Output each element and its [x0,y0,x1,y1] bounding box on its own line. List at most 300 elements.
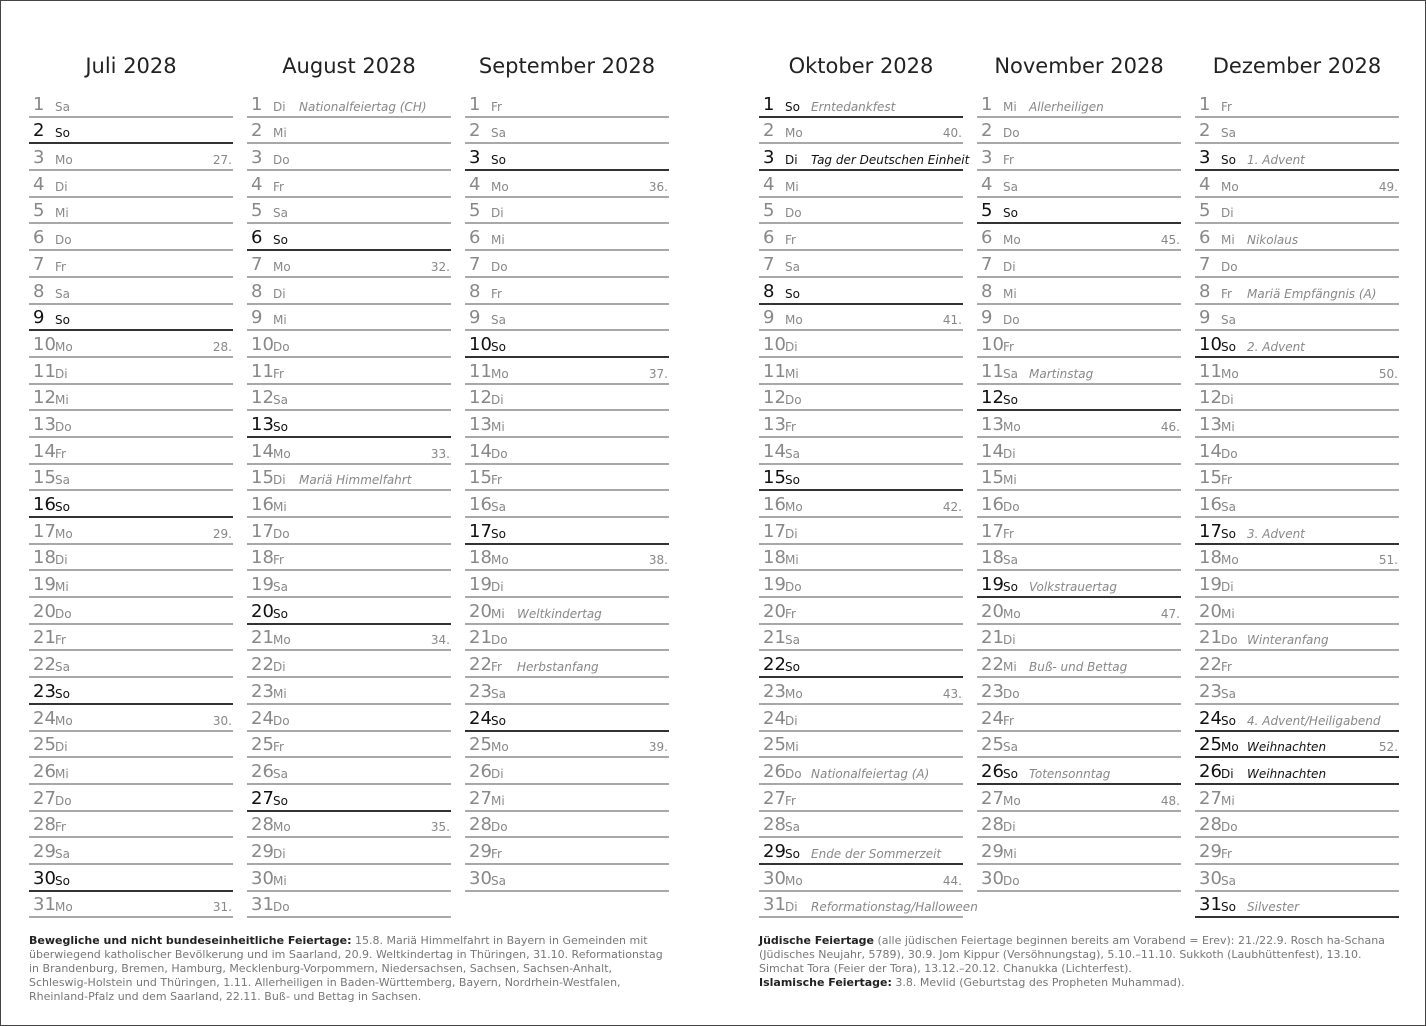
day-row [465,571,669,598]
weekday-label: So [1003,393,1018,408]
weekday-label: Fr [491,473,502,488]
day-row [247,118,451,145]
day-row [29,705,233,732]
holiday-label: Nationalfeiertag (A) [811,766,930,781]
day-number: 19 [981,574,1004,596]
day-row [465,385,669,412]
weekday-label: Do [273,526,290,541]
day-row [465,305,669,332]
day-number: 3 [33,147,45,169]
day-row [977,198,1181,225]
weekday-label: Di [491,206,504,221]
weekday-label: Sa [1221,686,1236,701]
weekday-label: Do [1221,259,1238,274]
week-number: 39. [648,740,668,755]
day-row [247,144,451,171]
day-row [29,278,233,305]
weekday-label: So [785,286,800,301]
weekday-label: Mo [1221,740,1239,755]
day-number: 23 [469,680,492,702]
day-row [1195,838,1399,865]
day-number: 3 [1199,147,1211,169]
holiday-label: Silvester [1247,900,1300,915]
weekday-label: Do [55,233,72,248]
day-row [977,812,1181,839]
day-number: 12 [981,387,1004,409]
day-row [1195,678,1399,705]
day-row [977,571,1181,598]
day-row [465,411,669,438]
weekday-label: Sa [1003,553,1018,568]
weekday-label: Do [1221,633,1238,648]
weekday-label: Fr [55,446,66,461]
weekday-label: Sa [273,580,288,595]
day-number: 6 [763,227,775,249]
day-number: 18 [981,547,1004,569]
day-number: 5 [763,200,775,222]
holiday-label: 1. Advent [1247,153,1305,168]
day-row [1195,465,1399,492]
day-number: 8 [981,280,993,302]
day-row [759,278,963,305]
day-row [977,331,1181,358]
day-row [759,251,963,278]
weekday-label: Sa [55,286,70,301]
day-number: 3 [981,147,993,169]
day-row [247,198,451,225]
weekday-label: Mi [1003,473,1017,488]
weekday-label: Do [1003,500,1020,514]
weekday-label: Mo [491,740,509,755]
day-row [1195,251,1399,278]
day-number: 17 [33,520,56,542]
weekday-label: Fr [1003,339,1014,354]
weekday-label: Di [273,286,286,301]
holiday-label: Erntedankfest [811,99,896,114]
day-row [977,224,1181,251]
weekday-label: Mi [785,179,799,194]
day-number: 27 [469,787,492,809]
day-number: 13 [469,413,492,435]
holiday-label: Reformationstag/Halloween [811,900,978,915]
day-row [759,732,963,759]
day-row [977,491,1181,518]
day-row [759,224,963,251]
day-number: 5 [469,200,481,222]
weekday-label: Sa [1221,313,1236,328]
weekday-label: So [491,153,506,168]
weekday-label: Di [785,339,798,354]
week-number: 42. [942,500,962,514]
day-row [247,331,451,358]
day-row [1195,278,1399,305]
day-row [247,358,451,385]
weekday-label: Sa [55,473,70,488]
day-row [29,118,233,145]
weekday-label: Mi [55,393,69,408]
day-row [247,571,451,598]
day-list [29,91,233,918]
day-number: 26 [33,760,56,782]
day-row [977,438,1181,465]
weekday-label: Mo [273,446,291,461]
holiday-label: Nikolaus [1247,233,1299,248]
month-column [977,51,1181,918]
weekday-label: Do [1003,313,1020,328]
weekday-label: Mi [491,793,505,808]
day-row [977,358,1181,385]
weekday-label: Sa [1003,740,1018,755]
holiday-label: Martinstag [1029,366,1094,381]
weekday-label: Do [1003,126,1020,141]
weekday-label: Fr [1003,713,1014,728]
day-row [29,411,233,438]
day-row [1195,651,1399,678]
day-row [29,224,233,251]
weekday-label: So [491,713,506,728]
day-row [759,118,963,145]
weekday-label: Di [1003,259,1016,274]
weekday-label: Sa [273,393,288,408]
week-number: 46. [1160,419,1180,434]
day-number: 28 [763,814,786,836]
day-number: 15 [33,467,56,489]
day-number: 7 [763,253,775,275]
day-row [759,358,963,385]
day-number: 1 [33,93,45,115]
footnote-left-text: 15.8. Mariä Himmelfahrt in Bayern in Gemeinden mit überwiegend katholischer Bevölkerung und im Saarland, 20.9. Weltkindertag in Thüringen, 31.10. Reformationstag in Brandenburg, Bremen, Hamburg, Mecklenburg-Vorpommern, Niedersachsen, Sachsen, Sachsen-Anhalt, Schleswig-Holstein und Thüringen, 1.11. Allerheiligen in Baden-Württemberg, Bayern, Nordrhein-Westfalen, Rheinland-Pfalz und dem Saarland, 22.11. Buß- und Bettag in Sachsen. [29,934,663,1003]
weekday-label: Mi [55,206,69,221]
day-number: 14 [251,440,274,462]
day-number: 1 [763,93,775,115]
day-row [465,812,669,839]
weekday-label: Fr [491,846,502,861]
day-row [977,651,1181,678]
weekday-label: Fr [785,419,796,434]
day-row [29,171,233,198]
holiday-label: Herbstanfang [517,660,599,675]
month-title: August 2028 [282,54,416,78]
day-row [1195,892,1399,919]
weekday-label: Mo [1003,419,1021,434]
day-number: 5 [33,200,45,222]
day-number: 19 [33,574,56,596]
weekday-label: Do [491,820,508,835]
weekday-label: Sa [785,633,800,648]
day-number: 4 [763,173,775,195]
weekday-label: Do [55,419,72,434]
day-number: 3 [763,147,775,169]
day-number: 24 [981,707,1004,729]
day-number: 20 [763,600,786,622]
day-number: 24 [763,707,786,729]
day-row [247,438,451,465]
week-number: 52. [1378,740,1398,755]
weekday-label: Di [273,846,286,861]
day-number: 9 [33,307,45,329]
day-row [465,224,669,251]
weekday-label: Di [1221,580,1234,595]
weekday-label: Fr [1221,846,1232,861]
day-row [29,758,233,785]
day-row [29,892,233,919]
day-row [1195,812,1399,839]
weekday-label: Mo [273,820,291,835]
day-number: 12 [1199,387,1222,409]
week-number: 43. [942,686,962,701]
weekday-label: Di [55,553,68,568]
weekday-label: Do [1003,686,1020,701]
day-list [1195,91,1399,918]
day-row [29,305,233,332]
day-number: 25 [33,734,56,756]
day-row [465,491,669,518]
weekday-label: Di [1003,820,1016,835]
weekday-label: Mo [55,526,73,541]
day-row [29,198,233,225]
weekday-label: So [55,686,70,701]
month-column [465,51,669,918]
weekday-label: Mo [491,179,509,194]
weekday-label: So [785,660,800,675]
day-row [247,865,451,892]
weekday-label: So [491,339,506,354]
day-row [29,331,233,358]
day-row [977,118,1181,145]
weekday-label: Mo [55,153,73,168]
day-row [977,251,1181,278]
day-row [759,625,963,652]
day-row [977,144,1181,171]
holiday-label: Weltkindertag [517,606,602,621]
day-row [465,91,669,118]
day-number: 23 [1199,680,1222,702]
weekday-label: Sa [55,99,70,114]
day-number: 18 [251,547,274,569]
day-number: 21 [981,627,1004,649]
day-number: 17 [469,520,492,542]
weekday-label: Do [491,446,508,461]
weekday-label: Mi [1003,99,1017,114]
weekday-label: Di [785,153,798,168]
weekday-label: Mi [273,313,287,328]
day-number: 30 [33,867,56,889]
day-number: 16 [33,494,56,515]
day-row [465,705,669,732]
day-number: 17 [763,520,786,542]
month-title: November 2028 [994,54,1164,78]
weekday-label: Mo [785,686,803,701]
weekday-label: Mi [273,500,287,514]
day-number: 29 [1199,840,1222,862]
day-number: 1 [469,93,481,115]
day-row [759,198,963,225]
weekday-label: So [491,526,506,541]
holiday-label: Weihnachten [1247,740,1327,755]
weekday-label: Fr [785,606,796,621]
weekday-label: Di [1221,206,1234,221]
day-number: 26 [1199,760,1222,782]
day-row [759,91,963,118]
day-number: 7 [33,253,45,275]
week-number: 35. [430,820,450,835]
weekday-label: Di [785,713,798,728]
day-row [29,865,233,892]
day-number: 22 [981,654,1004,676]
day-row [759,491,963,518]
weekday-label: Mi [1221,606,1235,621]
day-row [29,358,233,385]
month-column [29,51,233,918]
weekday-label: Mo [55,900,73,915]
day-number: 10 [469,333,492,355]
day-number: 27 [981,787,1004,809]
footnote-left-heading: Bewegliche und nicht bundeseinheitliche Feiertage: [29,934,352,947]
weekday-label: So [785,473,800,488]
weekday-label: Sa [491,313,506,328]
day-row [465,358,669,385]
day-list [759,91,978,918]
day-list [465,91,669,918]
day-row [759,838,963,865]
holiday-label: Allerheiligen [1029,99,1104,114]
week-number: 51. [1378,553,1398,568]
day-number: 29 [251,840,274,862]
day-row [29,545,233,572]
day-number: 7 [469,253,481,275]
day-row [465,758,669,785]
day-row [1195,385,1399,412]
weekday-label: Fr [785,233,796,248]
footnote-jewish-text: (alle jüdischen Feiertage beginnen bereits am Vorabend = Erev): 21./22.9. Rosch ha-Schana (Jüdisches Neujahr, 5789), 30.9. Jom Kippur (Versöhnungstag), 5.10.–11.10. Sukkoth (Laubhüttenfest), 13.10. Simchat Tora (Feier der Tora), 13.12.–20.12. Chanukka (Lichterfest). [759,934,1385,975]
day-row [977,732,1181,759]
day-number: 15 [1199,467,1222,489]
day-number: 15 [469,467,492,489]
day-row [465,198,669,225]
weekday-label: So [55,313,70,328]
weekday-label: Di [785,526,798,541]
month-column [759,51,978,918]
day-row [247,598,451,625]
weekday-label: Sa [491,873,506,888]
day-number: 22 [33,654,56,676]
day-number: 16 [981,494,1004,515]
day-number: 24 [469,707,492,729]
weekday-label: Do [1003,873,1020,888]
day-row [977,892,1181,919]
week-number: 47. [1160,606,1180,621]
weekday-label: Di [491,393,504,408]
day-number: 26 [469,760,492,782]
month-title: Oktober 2028 [788,54,934,78]
day-row [29,812,233,839]
week-number: 29. [212,526,232,541]
day-row [247,385,451,412]
day-row [759,305,963,332]
day-row [759,171,963,198]
day-number: 30 [251,867,274,889]
weekday-label: Di [55,366,68,381]
weekday-label: So [1221,713,1236,728]
day-number: 29 [981,840,1004,862]
week-number: 44. [942,873,962,888]
day-row [1195,545,1399,572]
day-row [977,865,1181,892]
day-row [247,171,451,198]
day-number: 8 [33,280,45,302]
day-row [465,865,669,892]
day-number: 4 [251,173,263,195]
weekday-label: So [1221,153,1236,168]
weekday-label: Fr [1221,660,1232,675]
day-number: 9 [763,307,775,329]
day-number: 30 [981,867,1004,889]
day-number: 8 [251,280,263,302]
weekday-label: Mo [273,259,291,274]
day-number: 6 [981,227,993,249]
day-number: 25 [763,734,786,756]
day-number: 21 [1199,627,1222,649]
weekday-label: Fr [273,366,284,381]
day-row [1195,305,1399,332]
weekday-label: Sa [55,846,70,861]
day-row [1195,732,1399,759]
day-number: 22 [469,654,492,676]
weekday-label: Mo [491,366,509,381]
day-number: 28 [469,814,492,836]
weekday-label: Fr [1221,99,1232,114]
day-row [247,411,451,438]
day-number: 4 [33,173,45,195]
day-row [465,598,669,625]
day-number: 13 [763,413,786,435]
day-number: 12 [251,387,274,409]
day-number: 23 [33,680,56,702]
weekday-label: Di [1221,393,1234,408]
holiday-label: 2. Advent [1247,339,1305,354]
day-number: 5 [1199,200,1211,222]
day-number: 5 [981,200,993,222]
day-number: 29 [469,840,492,862]
day-row [247,705,451,732]
day-number: 28 [251,814,274,836]
day-number: 11 [1199,360,1222,382]
holiday-label: Mariä Empfängnis (A) [1247,286,1377,301]
day-row [759,385,963,412]
day-number: 18 [469,547,492,569]
day-number: 23 [251,680,274,702]
day-number: 8 [763,280,775,302]
day-number: 22 [1199,654,1222,676]
day-number: 2 [1199,120,1211,142]
day-number: 21 [33,627,56,649]
weekday-label: Mo [1221,553,1239,568]
day-row [247,251,451,278]
day-number: 31 [251,894,274,916]
weekday-label: Do [273,339,290,354]
day-row [465,838,669,865]
day-row [759,785,963,812]
day-row [1195,224,1399,251]
day-number: 18 [1199,547,1222,569]
day-row [29,651,233,678]
day-number: 16 [469,494,492,515]
weekday-label: Fr [491,286,502,301]
day-row [759,812,963,839]
day-number: 16 [1199,494,1222,515]
week-number: 30. [212,713,232,728]
day-number: 1 [981,93,993,115]
